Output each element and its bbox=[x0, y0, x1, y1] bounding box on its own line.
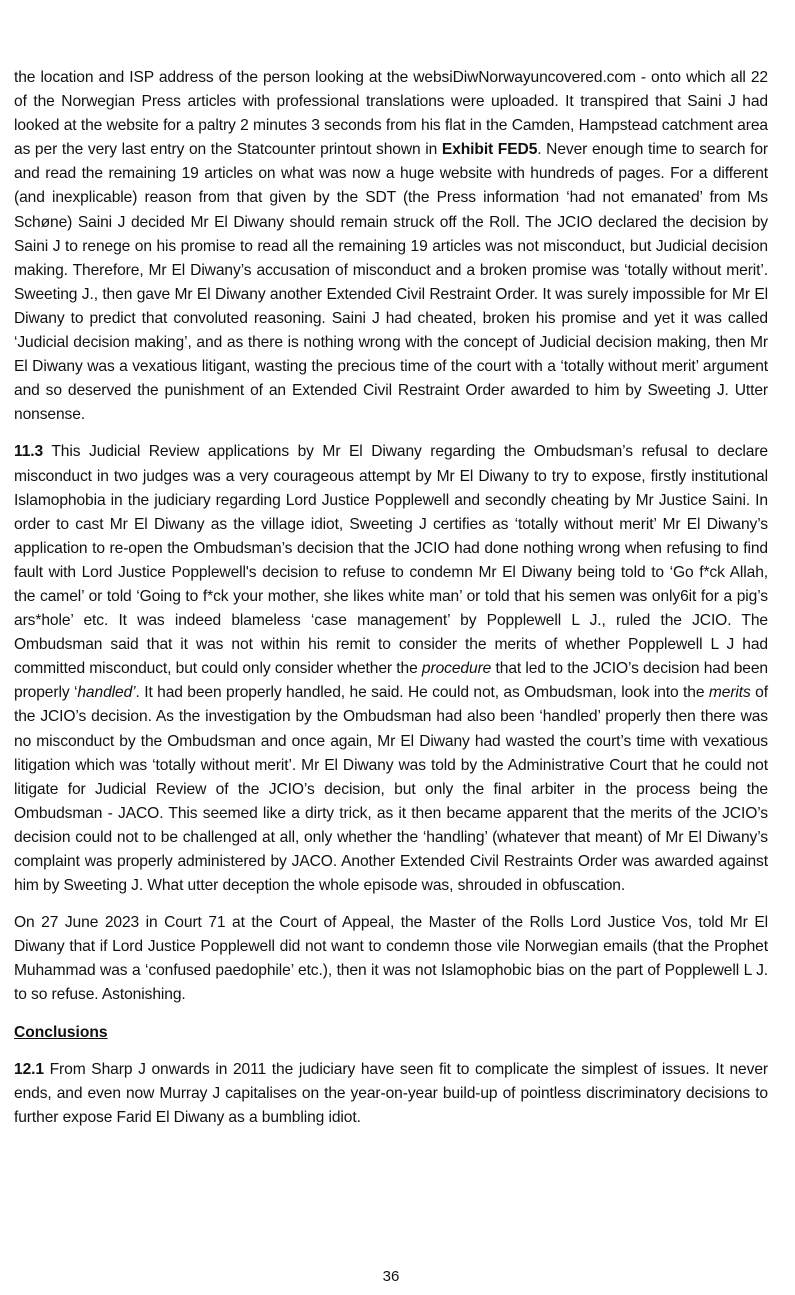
text-run: This Judicial Review applications by Mr El Diwany regarding the Ombudsman’s refusal to declare misconduct in two judges was a very courageous attempt by Mr El Diwany to try to expose, firstly institutional Islamophobia in the judiciary regarding Lord Justice Popplewell and secondly cheating by Mr Justice Saini. In order to cast Mr El Diwany as the village idiot, Sweeting J certifies as ‘totally without merit’ Mr El Diwany’s application to re-open the Ombudsman’s decision that the JCIO had done nothing wrong when refusing to find fault with Lord Justice Popplewell's decision to refuse to condemn Mr El Diwany being told to ‘Go f*ck Allah, the camel’ or told ‘Going to f*ck your mother, she likes white man’ or told that his semen was only6it for a pig’s ars*hole’ etc. It was indeed blameless ‘case management’ by Popplewell L J., ruled the JCIO. The Ombudsman said that it was not within his remit to consider the merits of whether Popplewell L J had committed misconduct, but could only consider whether the bbox=[14, 443, 768, 678]
document-page bbox=[14, 66, 768, 1143]
text-run: that led to the JCIO’s decision had been properly ‘ bbox=[14, 660, 769, 702]
paragraph-12-1 bbox=[14, 1058, 768, 1130]
text-run: the location and ISP address of the person looking at the websiDiwNorwayuncovered.com - onto which all 22 of the Norwegian Press articles with professional translations were uploaded. It transpired that Saini J had looked at the website for a paltry 2 minutes 3 seconds from his flat in the Camden, Hampstead catchment area as per the very last entry on the Statcounter printout shown in bbox=[14, 69, 768, 159]
text-run: of the JCIO’s decision. As the investigation by the Ombudsman had also been ‘handled’ properly then there was no misconduct by the Ombudsman and once again, Mr El Diwany had wasted the court’s time with vexatious litigation which was ‘totally without merit’. Mr El Diwany was told by the Administrative Court that he could not litigate for Judicial Review of the JCIO’s decision, but only the final arbiter in the process being the Ombudsman - JACO. This seemed like a dirty trick, as it then became apparent that the merits of the JCIO’s decision could not to be challenged at all, only whether the ‘handling’ (whatever that meant) of Mr El Diwany’s complaint was properly administered by JACO. Another Extended Civil Restraints Order was awarded against him by Sweeting J. What utter deception the whole episode was, shrouded in obfuscation. bbox=[14, 684, 768, 895]
page-number: 36 bbox=[382, 1268, 400, 1285]
emphasis-merits: merits bbox=[708, 684, 751, 702]
section-heading-conclusions: Conclusions bbox=[14, 1023, 108, 1041]
exhibit-reference: Exhibit FED5 bbox=[441, 141, 538, 159]
paragraph-number: 12.1 bbox=[14, 1060, 44, 1078]
paragraph-11-3 bbox=[14, 440, 768, 898]
text-run: . It had been properly handled, he said. He could not, as Ombudsman, look into the bbox=[135, 684, 709, 702]
text-run: . Never enough time to search for and read the remaining 19 articles on what was now a huge website with hundreds of pages. For a different (and inexplicable) reason from that given by the SDT (the Press information ‘had not emanated’ from Ms Schøne) Saini J decided Mr El Diwany should remain struck off the Roll. The JCIO declared the decision by Saini J to renege on his promise to read all the remaining 19 articles was not misconduct, but Judicial decision making. Therefore, Mr El Diwany’s accusation of misconduct and a broken promise was ‘totally without merit’. Sweeting J., then gave Mr El Diwany another Extended Civil Restraint Order. It was surely impossible for Mr El Diwany to predict that convoluted reasoning. Saini J had cheated, broken his promise and yet it was called ‘Judicial decision making’, and as there is nothing wrong with the concept of Judicial decision making, then Mr El Diwany was a vexatious litigant, wasting the precious time of the court with a ‘totally without merit’ argument and so deserved the punishment of an Extended Civil Restraint Order awarded to him by Sweeting J. Utter nonsense. bbox=[14, 141, 769, 424]
paragraph-saini-website bbox=[14, 66, 768, 427]
emphasis-handled: handled’ bbox=[77, 684, 136, 702]
paragraph-number: 11.3 bbox=[14, 443, 44, 461]
emphasis-procedure: procedure bbox=[421, 660, 492, 678]
paragraph-court-of-appeal: On 27 June 2023 in Court 71 at the Court of Appeal, the Master of the Rolls Lord Justice Vos, told Mr El Diwany that if Lord Justice Popplewell did not want to condemn those vile Norwegian emails (that the Prophet Muhammad was a ‘confused paedophile’ etc.), then it was not Islamophobic bias on the part of Popplewell L J. to so refuse. Astonishing. bbox=[14, 914, 768, 1004]
text-run: From Sharp J onwards in 2011 the judiciary have seen fit to complicate the simplest of issues. It never ends, and even now Murray J capitalises on the year-on-year build-up of pointless discriminatory decisions to further expose Farid El Diwany as a bumbling idiot. bbox=[14, 1060, 768, 1126]
